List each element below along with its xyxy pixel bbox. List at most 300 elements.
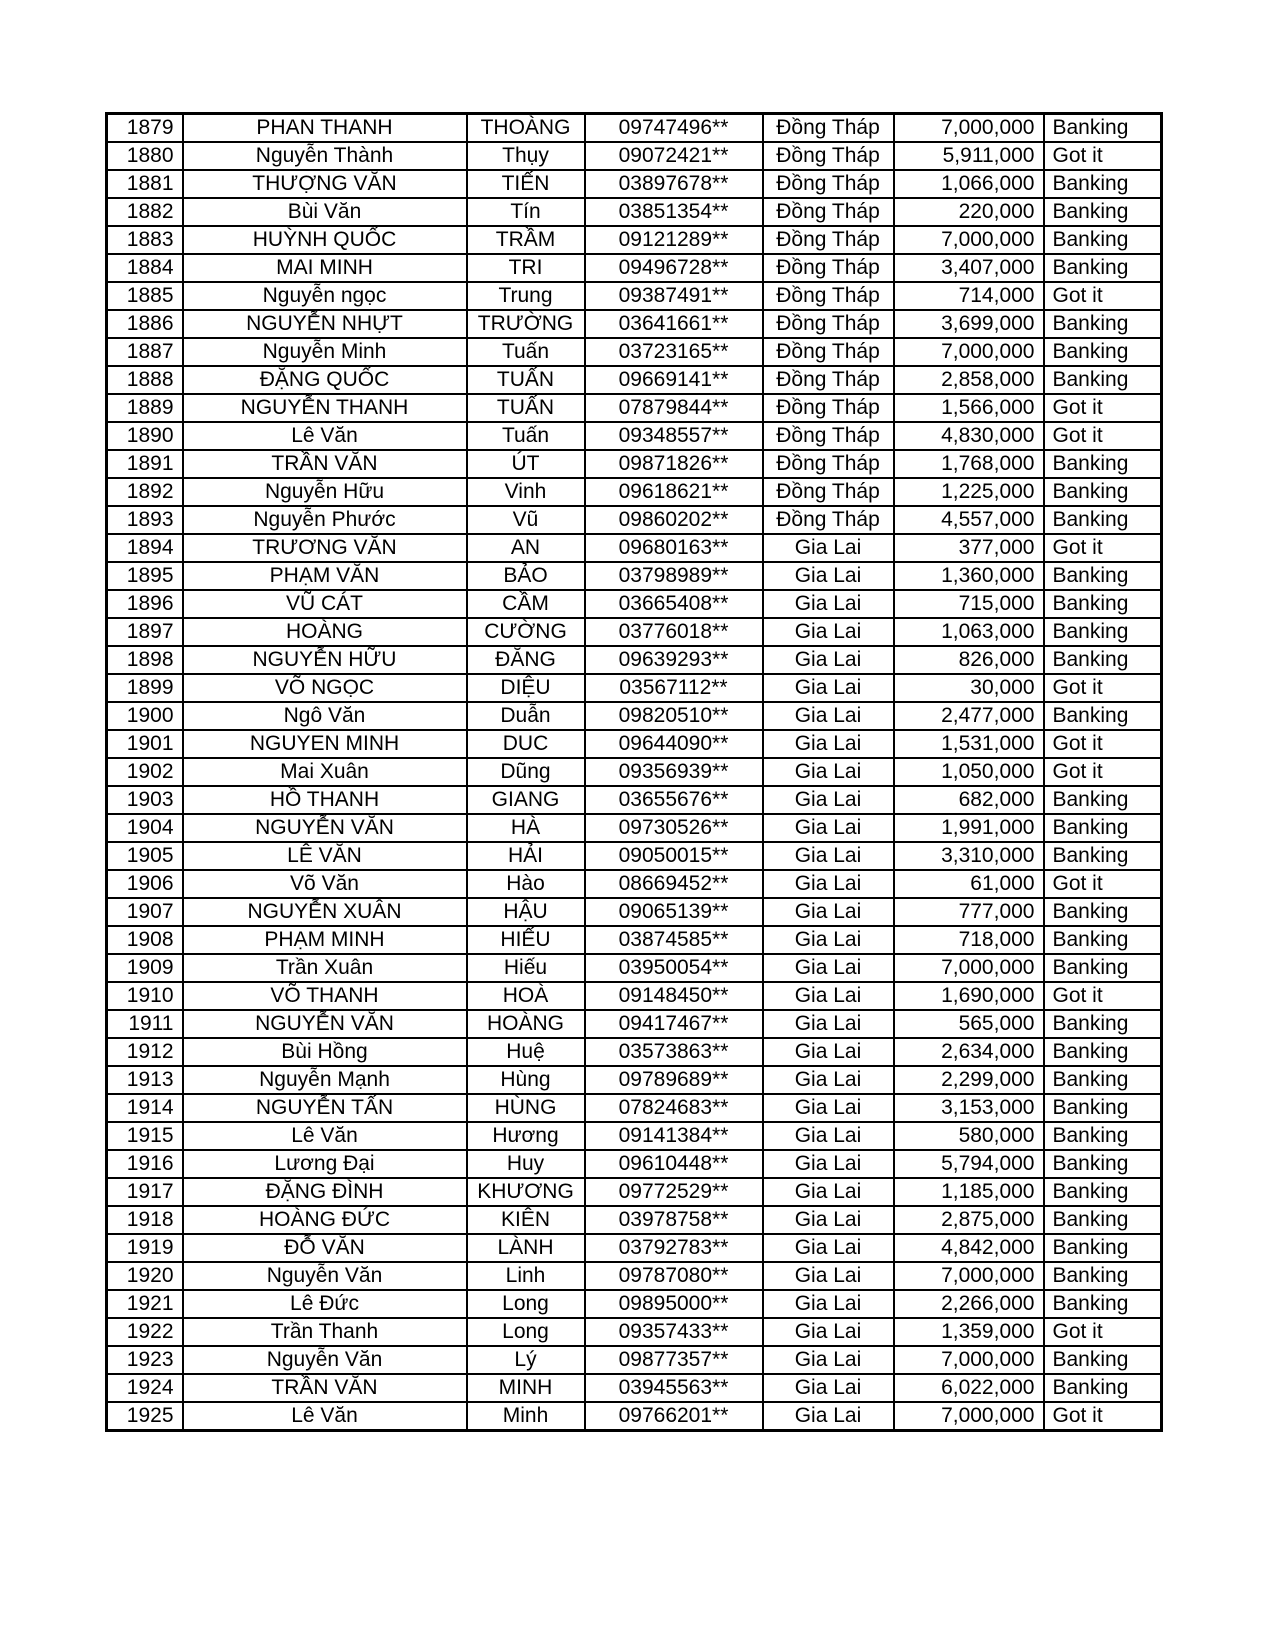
last-middle-name-cell: Nguyễn Thành bbox=[183, 142, 467, 170]
last-middle-name-cell: Trần Thanh bbox=[183, 1318, 467, 1346]
first-name-cell: Huệ bbox=[467, 1038, 585, 1066]
table-row bbox=[107, 394, 1162, 422]
amount-cell: 2,634,000 bbox=[894, 1038, 1044, 1066]
table-row bbox=[107, 1346, 1162, 1374]
last-middle-name-cell: PHẠM VĂN bbox=[183, 562, 467, 590]
province-cell: Đồng Tháp bbox=[763, 450, 894, 478]
last-middle-name-cell: ĐẶNG ĐÌNH bbox=[183, 1178, 467, 1206]
amount-cell: 2,266,000 bbox=[894, 1290, 1044, 1318]
payment-method-cell: Banking bbox=[1044, 226, 1162, 254]
first-name-cell: HOÀNG bbox=[467, 1010, 585, 1038]
table-row bbox=[107, 1402, 1162, 1431]
phone-number-cell: 03897678** bbox=[585, 170, 763, 198]
table-row bbox=[107, 1010, 1162, 1038]
province-cell: Gia Lai bbox=[763, 1038, 894, 1066]
last-middle-name-cell: TRƯƠNG VĂN bbox=[183, 534, 467, 562]
payment-method-cell: Banking bbox=[1044, 842, 1162, 870]
phone-number-cell: 09072421** bbox=[585, 142, 763, 170]
table-row bbox=[107, 478, 1162, 506]
first-name-cell: Hương bbox=[467, 1122, 585, 1150]
payment-method-cell: Banking bbox=[1044, 898, 1162, 926]
province-cell: Gia Lai bbox=[763, 1290, 894, 1318]
amount-cell: 826,000 bbox=[894, 646, 1044, 674]
amount-cell: 1,359,000 bbox=[894, 1318, 1044, 1346]
last-middle-name-cell: Lê Văn bbox=[183, 1402, 467, 1431]
last-middle-name-cell: HOÀNG ĐỨC bbox=[183, 1206, 467, 1234]
payment-method-cell: Banking bbox=[1044, 254, 1162, 282]
first-name-cell: TUẤN bbox=[467, 366, 585, 394]
province-cell: Gia Lai bbox=[763, 1094, 894, 1122]
first-name-cell: KIÊN bbox=[467, 1206, 585, 1234]
amount-cell: 2,858,000 bbox=[894, 366, 1044, 394]
last-middle-name-cell: Nguyễn Văn bbox=[183, 1346, 467, 1374]
first-name-cell: Linh bbox=[467, 1262, 585, 1290]
phone-number-cell: 09065139** bbox=[585, 898, 763, 926]
province-cell: Đồng Tháp bbox=[763, 422, 894, 450]
payment-method-cell: Got it bbox=[1044, 282, 1162, 310]
payment-method-cell: Banking bbox=[1044, 478, 1162, 506]
row-number-cell: 1925 bbox=[107, 1402, 183, 1431]
last-middle-name-cell: NGUYỄN NHỰT bbox=[183, 310, 467, 338]
amount-cell: 3,153,000 bbox=[894, 1094, 1044, 1122]
last-middle-name-cell: VÕ NGỌC bbox=[183, 674, 467, 702]
amount-cell: 580,000 bbox=[894, 1122, 1044, 1150]
phone-number-cell: 09680163** bbox=[585, 534, 763, 562]
table-row bbox=[107, 982, 1162, 1010]
amount-cell: 220,000 bbox=[894, 198, 1044, 226]
province-cell: Gia Lai bbox=[763, 954, 894, 982]
table-row bbox=[107, 674, 1162, 702]
last-middle-name-cell: NGUYỄN HỮU bbox=[183, 646, 467, 674]
phone-number-cell: 03776018** bbox=[585, 618, 763, 646]
row-number-cell: 1896 bbox=[107, 590, 183, 618]
row-number-cell: 1917 bbox=[107, 1178, 183, 1206]
amount-cell: 1,566,000 bbox=[894, 394, 1044, 422]
row-number-cell: 1920 bbox=[107, 1262, 183, 1290]
payment-method-cell: Banking bbox=[1044, 1374, 1162, 1402]
phone-number-cell: 09895000** bbox=[585, 1290, 763, 1318]
phone-number-cell: 09877357** bbox=[585, 1346, 763, 1374]
province-cell: Gia Lai bbox=[763, 1262, 894, 1290]
last-middle-name-cell: VÕ THANH bbox=[183, 982, 467, 1010]
province-cell: Gia Lai bbox=[763, 870, 894, 898]
first-name-cell: HẬU bbox=[467, 898, 585, 926]
amount-cell: 61,000 bbox=[894, 870, 1044, 898]
table-row bbox=[107, 618, 1162, 646]
table-row bbox=[107, 590, 1162, 618]
amount-cell: 30,000 bbox=[894, 674, 1044, 702]
payment-method-cell: Banking bbox=[1044, 702, 1162, 730]
last-middle-name-cell: Lê Văn bbox=[183, 422, 467, 450]
table-row bbox=[107, 646, 1162, 674]
row-number-cell: 1892 bbox=[107, 478, 183, 506]
payment-method-cell: Banking bbox=[1044, 1262, 1162, 1290]
last-middle-name-cell: THƯỢNG VĂN bbox=[183, 170, 467, 198]
phone-number-cell: 03665408** bbox=[585, 590, 763, 618]
payment-method-cell: Got it bbox=[1044, 758, 1162, 786]
amount-cell: 7,000,000 bbox=[894, 1262, 1044, 1290]
amount-cell: 1,991,000 bbox=[894, 814, 1044, 842]
table-row bbox=[107, 1290, 1162, 1318]
province-cell: Đồng Tháp bbox=[763, 478, 894, 506]
province-cell: Đồng Tháp bbox=[763, 254, 894, 282]
last-middle-name-cell: Nguyễn Văn bbox=[183, 1262, 467, 1290]
province-cell: Gia Lai bbox=[763, 1122, 894, 1150]
row-number-cell: 1904 bbox=[107, 814, 183, 842]
payment-method-cell: Got it bbox=[1044, 870, 1162, 898]
last-middle-name-cell: Bùi Hồng bbox=[183, 1038, 467, 1066]
amount-cell: 6,022,000 bbox=[894, 1374, 1044, 1402]
payment-method-cell: Banking bbox=[1044, 1290, 1162, 1318]
payment-method-cell: Got it bbox=[1044, 1318, 1162, 1346]
phone-number-cell: 09730526** bbox=[585, 814, 763, 842]
amount-cell: 5,911,000 bbox=[894, 142, 1044, 170]
first-name-cell: CẦM bbox=[467, 590, 585, 618]
first-name-cell: Trung bbox=[467, 282, 585, 310]
amount-cell: 682,000 bbox=[894, 786, 1044, 814]
row-number-cell: 1919 bbox=[107, 1234, 183, 1262]
row-number-cell: 1909 bbox=[107, 954, 183, 982]
last-middle-name-cell: ĐẶNG QUỐC bbox=[183, 366, 467, 394]
phone-number-cell: 09148450** bbox=[585, 982, 763, 1010]
row-number-cell: 1880 bbox=[107, 142, 183, 170]
phone-number-cell: 03655676** bbox=[585, 786, 763, 814]
row-number-cell: 1894 bbox=[107, 534, 183, 562]
first-name-cell: HÙNG bbox=[467, 1094, 585, 1122]
province-cell: Gia Lai bbox=[763, 534, 894, 562]
province-cell: Đồng Tháp bbox=[763, 282, 894, 310]
first-name-cell: Hiếu bbox=[467, 954, 585, 982]
row-number-cell: 1908 bbox=[107, 926, 183, 954]
first-name-cell: AN bbox=[467, 534, 585, 562]
amount-cell: 718,000 bbox=[894, 926, 1044, 954]
table-row bbox=[107, 1178, 1162, 1206]
first-name-cell: HIẾU bbox=[467, 926, 585, 954]
amount-cell: 4,557,000 bbox=[894, 506, 1044, 534]
payment-method-cell: Got it bbox=[1044, 982, 1162, 1010]
phone-number-cell: 07879844** bbox=[585, 394, 763, 422]
last-middle-name-cell: Võ Văn bbox=[183, 870, 467, 898]
province-cell: Gia Lai bbox=[763, 1150, 894, 1178]
row-number-cell: 1916 bbox=[107, 1150, 183, 1178]
table-row bbox=[107, 1038, 1162, 1066]
payment-method-cell: Banking bbox=[1044, 1178, 1162, 1206]
phone-number-cell: 09618621** bbox=[585, 478, 763, 506]
last-middle-name-cell: Nguyễn Phước bbox=[183, 506, 467, 534]
province-cell: Gia Lai bbox=[763, 758, 894, 786]
payment-method-cell: Banking bbox=[1044, 1234, 1162, 1262]
table-row bbox=[107, 114, 1162, 143]
row-number-cell: 1923 bbox=[107, 1346, 183, 1374]
recipients-table bbox=[105, 112, 1163, 1432]
first-name-cell: ĐĂNG bbox=[467, 646, 585, 674]
phone-number-cell: 03723165** bbox=[585, 338, 763, 366]
row-number-cell: 1897 bbox=[107, 618, 183, 646]
payment-method-cell: Got it bbox=[1044, 730, 1162, 758]
phone-number-cell: 09417467** bbox=[585, 1010, 763, 1038]
first-name-cell: Vũ bbox=[467, 506, 585, 534]
last-middle-name-cell: Lê Văn bbox=[183, 1122, 467, 1150]
payment-method-cell: Banking bbox=[1044, 1066, 1162, 1094]
province-cell: Gia Lai bbox=[763, 590, 894, 618]
phone-number-cell: 09871826** bbox=[585, 450, 763, 478]
phone-number-cell: 09050015** bbox=[585, 842, 763, 870]
last-middle-name-cell: Nguyễn Minh bbox=[183, 338, 467, 366]
first-name-cell: Hào bbox=[467, 870, 585, 898]
payment-method-cell: Banking bbox=[1044, 814, 1162, 842]
first-name-cell: Duẫn bbox=[467, 702, 585, 730]
province-cell: Gia Lai bbox=[763, 562, 894, 590]
last-middle-name-cell: VŨ CÁT bbox=[183, 590, 467, 618]
table-row bbox=[107, 562, 1162, 590]
payment-method-cell: Banking bbox=[1044, 1346, 1162, 1374]
payment-method-cell: Banking bbox=[1044, 1150, 1162, 1178]
first-name-cell: Long bbox=[467, 1318, 585, 1346]
amount-cell: 1,066,000 bbox=[894, 170, 1044, 198]
amount-cell: 1,690,000 bbox=[894, 982, 1044, 1010]
province-cell: Đồng Tháp bbox=[763, 226, 894, 254]
first-name-cell: TUẤN bbox=[467, 394, 585, 422]
amount-cell: 1,360,000 bbox=[894, 562, 1044, 590]
province-cell: Đồng Tháp bbox=[763, 366, 894, 394]
province-cell: Đồng Tháp bbox=[763, 506, 894, 534]
phone-number-cell: 07824683** bbox=[585, 1094, 763, 1122]
first-name-cell: Tuấn bbox=[467, 422, 585, 450]
last-middle-name-cell: Mai Xuân bbox=[183, 758, 467, 786]
first-name-cell: KHƯƠNG bbox=[467, 1178, 585, 1206]
last-middle-name-cell: Bùi Văn bbox=[183, 198, 467, 226]
phone-number-cell: 03851354** bbox=[585, 198, 763, 226]
table-row bbox=[107, 198, 1162, 226]
last-middle-name-cell: Lương Đại bbox=[183, 1150, 467, 1178]
row-number-cell: 1901 bbox=[107, 730, 183, 758]
payment-method-cell: Banking bbox=[1044, 926, 1162, 954]
table-row bbox=[107, 170, 1162, 198]
province-cell: Gia Lai bbox=[763, 1234, 894, 1262]
row-number-cell: 1895 bbox=[107, 562, 183, 590]
first-name-cell: Minh bbox=[467, 1402, 585, 1431]
payment-method-cell: Got it bbox=[1044, 394, 1162, 422]
payment-method-cell: Banking bbox=[1044, 590, 1162, 618]
row-number-cell: 1885 bbox=[107, 282, 183, 310]
first-name-cell: HẢI bbox=[467, 842, 585, 870]
phone-number-cell: 03978758** bbox=[585, 1206, 763, 1234]
first-name-cell: CƯỜNG bbox=[467, 618, 585, 646]
payment-method-cell: Got it bbox=[1044, 534, 1162, 562]
province-cell: Gia Lai bbox=[763, 786, 894, 814]
phone-number-cell: 03573863** bbox=[585, 1038, 763, 1066]
payment-method-cell: Got it bbox=[1044, 674, 1162, 702]
payment-method-cell: Banking bbox=[1044, 366, 1162, 394]
amount-cell: 1,531,000 bbox=[894, 730, 1044, 758]
phone-number-cell: 09669141** bbox=[585, 366, 763, 394]
table-row bbox=[107, 450, 1162, 478]
first-name-cell: Hùng bbox=[467, 1066, 585, 1094]
province-cell: Gia Lai bbox=[763, 646, 894, 674]
last-middle-name-cell: NGUYỄN XUÂN bbox=[183, 898, 467, 926]
amount-cell: 7,000,000 bbox=[894, 1346, 1044, 1374]
row-number-cell: 1903 bbox=[107, 786, 183, 814]
province-cell: Gia Lai bbox=[763, 1178, 894, 1206]
province-cell: Đồng Tháp bbox=[763, 394, 894, 422]
table-row bbox=[107, 898, 1162, 926]
amount-cell: 4,842,000 bbox=[894, 1234, 1044, 1262]
table-row bbox=[107, 1318, 1162, 1346]
first-name-cell: Tuấn bbox=[467, 338, 585, 366]
phone-number-cell: 09860202** bbox=[585, 506, 763, 534]
row-number-cell: 1898 bbox=[107, 646, 183, 674]
amount-cell: 5,794,000 bbox=[894, 1150, 1044, 1178]
row-number-cell: 1913 bbox=[107, 1066, 183, 1094]
payment-method-cell: Banking bbox=[1044, 954, 1162, 982]
amount-cell: 1,185,000 bbox=[894, 1178, 1044, 1206]
amount-cell: 7,000,000 bbox=[894, 226, 1044, 254]
amount-cell: 714,000 bbox=[894, 282, 1044, 310]
phone-number-cell: 09357433** bbox=[585, 1318, 763, 1346]
amount-cell: 715,000 bbox=[894, 590, 1044, 618]
province-cell: Đồng Tháp bbox=[763, 310, 894, 338]
first-name-cell: GIANG bbox=[467, 786, 585, 814]
table-row bbox=[107, 730, 1162, 758]
row-number-cell: 1924 bbox=[107, 1374, 183, 1402]
province-cell: Gia Lai bbox=[763, 814, 894, 842]
row-number-cell: 1888 bbox=[107, 366, 183, 394]
last-middle-name-cell: HOÀNG bbox=[183, 618, 467, 646]
first-name-cell: TRI bbox=[467, 254, 585, 282]
phone-number-cell: 09387491** bbox=[585, 282, 763, 310]
province-cell: Đồng Tháp bbox=[763, 198, 894, 226]
table-row bbox=[107, 310, 1162, 338]
last-middle-name-cell: MAI MINH bbox=[183, 254, 467, 282]
phone-number-cell: 09772529** bbox=[585, 1178, 763, 1206]
table-row bbox=[107, 142, 1162, 170]
province-cell: Gia Lai bbox=[763, 1318, 894, 1346]
table-row bbox=[107, 870, 1162, 898]
table-row bbox=[107, 1262, 1162, 1290]
last-middle-name-cell: Ngô Văn bbox=[183, 702, 467, 730]
phone-number-cell: 09644090** bbox=[585, 730, 763, 758]
payment-method-cell: Banking bbox=[1044, 562, 1162, 590]
last-middle-name-cell: HUỲNH QUỐC bbox=[183, 226, 467, 254]
row-number-cell: 1893 bbox=[107, 506, 183, 534]
row-number-cell: 1883 bbox=[107, 226, 183, 254]
phone-number-cell: 08669452** bbox=[585, 870, 763, 898]
last-middle-name-cell: Nguyễn ngọc bbox=[183, 282, 467, 310]
table-row bbox=[107, 926, 1162, 954]
first-name-cell: Vinh bbox=[467, 478, 585, 506]
amount-cell: 7,000,000 bbox=[894, 1402, 1044, 1431]
first-name-cell: DIỆU bbox=[467, 674, 585, 702]
amount-cell: 377,000 bbox=[894, 534, 1044, 562]
last-middle-name-cell: Trần Xuân bbox=[183, 954, 467, 982]
payment-method-cell: Banking bbox=[1044, 506, 1162, 534]
province-cell: Gia Lai bbox=[763, 618, 894, 646]
row-number-cell: 1891 bbox=[107, 450, 183, 478]
payment-method-cell: Banking bbox=[1044, 1206, 1162, 1234]
last-middle-name-cell: TRẦN VĂN bbox=[183, 450, 467, 478]
table-row bbox=[107, 1374, 1162, 1402]
table-row bbox=[107, 366, 1162, 394]
row-number-cell: 1915 bbox=[107, 1122, 183, 1150]
row-number-cell: 1886 bbox=[107, 310, 183, 338]
row-number-cell: 1910 bbox=[107, 982, 183, 1010]
payment-method-cell: Banking bbox=[1044, 1122, 1162, 1150]
payment-method-cell: Banking bbox=[1044, 786, 1162, 814]
first-name-cell: TRẦM bbox=[467, 226, 585, 254]
table-row bbox=[107, 254, 1162, 282]
first-name-cell: THOÀNG bbox=[467, 114, 585, 143]
first-name-cell: Dũng bbox=[467, 758, 585, 786]
phone-number-cell: 03874585** bbox=[585, 926, 763, 954]
last-middle-name-cell: Lê Đức bbox=[183, 1290, 467, 1318]
province-cell: Gia Lai bbox=[763, 1374, 894, 1402]
row-number-cell: 1884 bbox=[107, 254, 183, 282]
phone-number-cell: 09356939** bbox=[585, 758, 763, 786]
amount-cell: 1,225,000 bbox=[894, 478, 1044, 506]
table-row bbox=[107, 758, 1162, 786]
payment-method-cell: Banking bbox=[1044, 450, 1162, 478]
table-row bbox=[107, 786, 1162, 814]
row-number-cell: 1914 bbox=[107, 1094, 183, 1122]
province-cell: Gia Lai bbox=[763, 898, 894, 926]
row-number-cell: 1906 bbox=[107, 870, 183, 898]
phone-number-cell: 03950054** bbox=[585, 954, 763, 982]
table-row bbox=[107, 338, 1162, 366]
phone-number-cell: 09348557** bbox=[585, 422, 763, 450]
phone-number-cell: 03798989** bbox=[585, 562, 763, 590]
province-cell: Gia Lai bbox=[763, 1066, 894, 1094]
table-row bbox=[107, 1150, 1162, 1178]
province-cell: Gia Lai bbox=[763, 730, 894, 758]
phone-number-cell: 09121289** bbox=[585, 226, 763, 254]
table-row bbox=[107, 702, 1162, 730]
first-name-cell: HÀ bbox=[467, 814, 585, 842]
last-middle-name-cell: PHẠM MINH bbox=[183, 926, 467, 954]
row-number-cell: 1879 bbox=[107, 114, 183, 143]
last-middle-name-cell: ĐỖ VĂN bbox=[183, 1234, 467, 1262]
table-row bbox=[107, 1206, 1162, 1234]
row-number-cell: 1911 bbox=[107, 1010, 183, 1038]
table-row bbox=[107, 1066, 1162, 1094]
province-cell: Gia Lai bbox=[763, 982, 894, 1010]
last-middle-name-cell: HỒ THANH bbox=[183, 786, 467, 814]
first-name-cell: TRƯỜNG bbox=[467, 310, 585, 338]
phone-number-cell: 09610448** bbox=[585, 1150, 763, 1178]
row-number-cell: 1881 bbox=[107, 170, 183, 198]
last-middle-name-cell: TRẦN VĂN bbox=[183, 1374, 467, 1402]
row-number-cell: 1882 bbox=[107, 198, 183, 226]
table-row bbox=[107, 422, 1162, 450]
amount-cell: 7,000,000 bbox=[894, 114, 1044, 143]
payment-method-cell: Banking bbox=[1044, 338, 1162, 366]
phone-number-cell: 03567112** bbox=[585, 674, 763, 702]
first-name-cell: MINH bbox=[467, 1374, 585, 1402]
first-name-cell: Tín bbox=[467, 198, 585, 226]
table-row bbox=[107, 534, 1162, 562]
amount-cell: 565,000 bbox=[894, 1010, 1044, 1038]
amount-cell: 7,000,000 bbox=[894, 954, 1044, 982]
last-middle-name-cell: PHAN THANH bbox=[183, 114, 467, 143]
last-middle-name-cell: NGUYỄN VĂN bbox=[183, 1010, 467, 1038]
amount-cell: 2,299,000 bbox=[894, 1066, 1044, 1094]
row-number-cell: 1899 bbox=[107, 674, 183, 702]
province-cell: Đồng Tháp bbox=[763, 114, 894, 143]
first-name-cell: Long bbox=[467, 1290, 585, 1318]
payment-method-cell: Banking bbox=[1044, 170, 1162, 198]
province-cell: Đồng Tháp bbox=[763, 338, 894, 366]
last-middle-name-cell: NGUYỄN TẤN bbox=[183, 1094, 467, 1122]
row-number-cell: 1902 bbox=[107, 758, 183, 786]
